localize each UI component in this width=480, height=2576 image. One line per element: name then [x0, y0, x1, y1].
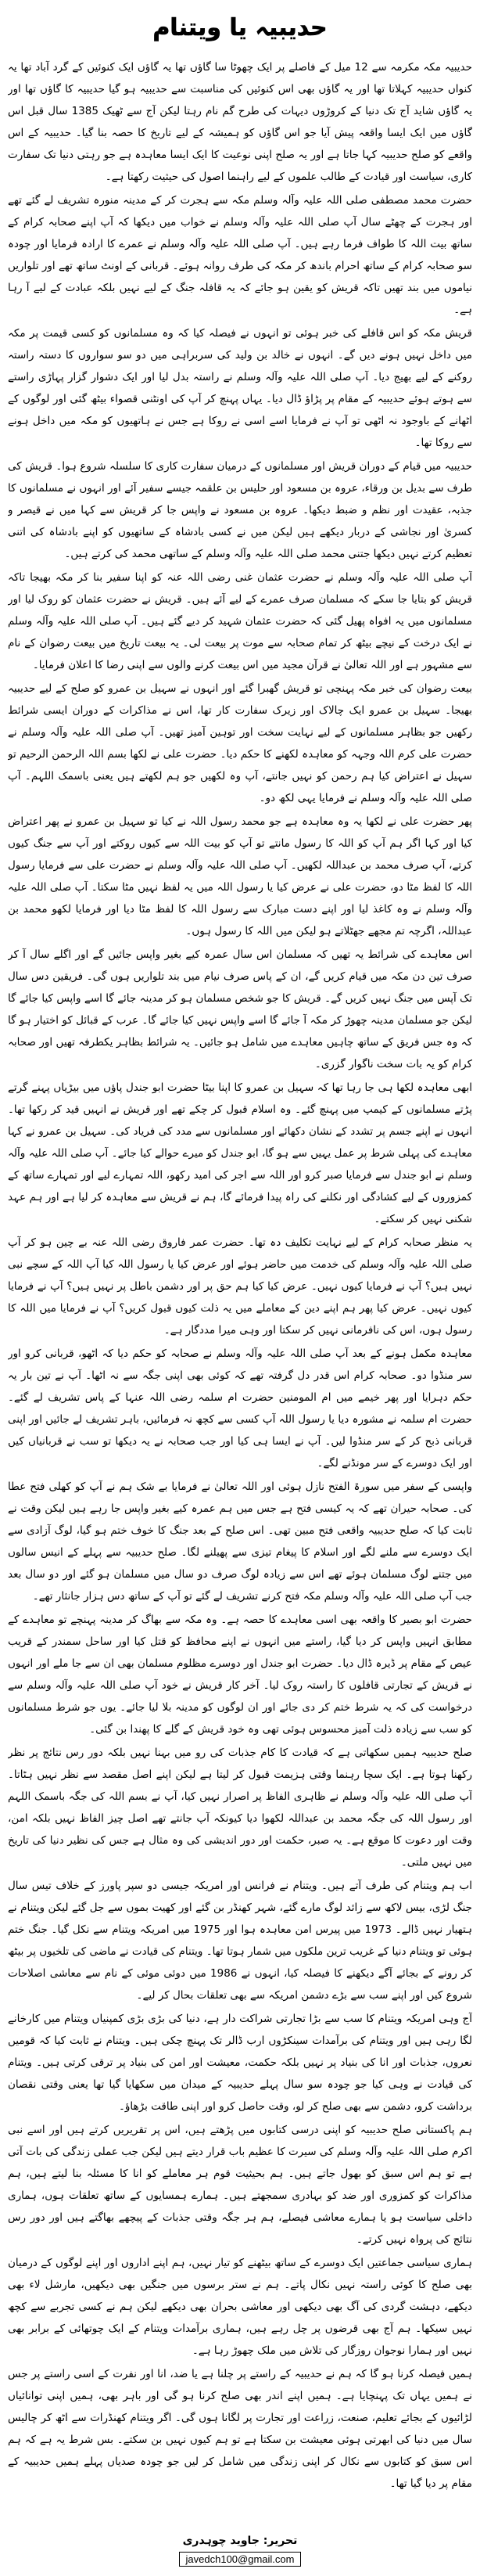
article-paragraph: حدیبیہ مکہ مکرمہ سے 12 میل کے فاصلے پر ایک چھوٹا سا گاؤں تھا یہ گاؤں ایک کنوئیں کے گرد آباد تھا یہ کنواں حدیبیہ کہلاتا تھا اور یہ گاؤں بھی اس کنوئیں کی مناسبت سے حدیبیہ ہو گیا حدیبیہ کا گاؤں تھا اور یہ گاؤں شاید آج تک دنیا کے کروڑوں دیہات کی طرح گم نام رہتا لیکن آج سے ٹھیک 1385 سال قبل اس گاؤں میں ایک ایسا واقعہ پیش آیا جو اس گاؤں کو ہمیشہ کے لیے تاریخ کا حصہ بنا گیا۔ حدیبیہ کے اس واقعے کو صلح حدیبیہ کہا جاتا ہے اور یہ صلح اپنی نوعیت کا ایک ایسا معاہدہ ہے جو رہتی دنیا تک سفارت کاری، سیاست اور قیادت کے طالب علموں کے لیے راہنما اصول کی حیثیت رکھتا ہے۔	[8, 61, 472, 183]
article-paragraph: ابھی معاہدہ لکھا ہی جا رہا تھا کہ سہیل بن عمرو کا اپنا بیٹا حضرت ابو جندل پاؤں میں بیڑیاں پہنے گرتے پڑتے مسلمانوں کے کیمپ میں پہنچ گئے۔ وہ اسلام قبول کر چکے تھے اور قریش نے انہیں قید کر رکھا تھا۔ انہوں نے اپنے جسم پر تشدد کے نشان دکھائے اور مسلمانوں سے مدد کی فریاد کی۔ سہیل بن عمرو نے کہا معاہدے کی پہلی شرط پر عمل یہیں سے ہو گا، ابو جندل کو میرے حوالے کیا جائے۔ آپ صلی اللہ علیہ وآلہ وسلم نے ابو جندل سے فرمایا صبر کرو اور اللہ سے اجر کی امید رکھو، اللہ تمہارے لیے اور تمہارے ساتھ کے کمزوروں کے لیے کشادگی اور نکلنے کی راہ پیدا فرمائے گا، ہم نے قریش سے معاہدہ کر لیا ہے اور ہم عہد شکنی نہیں کر سکتے۔	[8, 1081, 472, 1225]
article-paragraph: ہماری سیاسی جماعتیں ایک دوسرے کے ساتھ بیٹھنے کو تیار نہیں، ہم اپنے اداروں اور اپنے لوگوں کے درمیان بھی صلح کا کوئی راستہ نہیں نکال پاتے۔ ہم نے ستر برسوں میں جنگیں بھی دیکھیں، مارشل لاء بھی دیکھے، دہشت گردی کی آگ بھی دیکھی اور معاشی بحران بھی دیکھے لیکن ہم نے کسی تجربے سے کچھ نہیں سیکھا۔ ہم آج بھی قرضوں پر چل رہے ہیں، ہماری برآمدات ویتنام کے ایک چوتھائی کے برابر بھی نہیں اور ہمارا نوجوان روزگار کی تلاش میں ملک چھوڑ رہا ہے۔	[8, 2257, 472, 2357]
article-paragraph: پھر حضرت علی نے لکھا یہ وہ معاہدہ ہے جو محمد رسول اللہ نے کیا تو سہیل بن عمرو نے پھر اعتراض کیا اور کہا اگر ہم آپ کو اللہ کا رسول مانتے تو آپ کو بیت اللہ سے کیوں روکتے اور آپ سے جنگ کیوں کرتے، آپ صرف محمد بن عبداللہ لکھیں۔ آپ صلی اللہ علیہ وآلہ وسلم نے حضرت علی سے فرمایا رسول اللہ کا لفظ مٹا دو، حضرت علی نے عرض کیا یا رسول اللہ میں یہ لفظ نہیں مٹا سکتا۔ آپ صلی اللہ علیہ وآلہ وسلم نے وہ کاغذ لیا اور اپنے دست مبارک سے رسول اللہ کا لفظ مٹا دیا اور فرمایا لکھو محمد بن عبداللہ، اگرچہ تم مجھے جھٹلاتے ہو لیکن میں اللہ کا رسول ہوں۔	[8, 815, 472, 937]
article-paragraph: بیعت رضوان کی خبر مکہ پہنچی تو قریش گھبرا گئے اور انہوں نے سہیل بن عمرو کو صلح کے لیے حدیبیہ بھیجا۔ سہیل بن عمرو ایک چالاک اور زیرک سفارت کار تھا، اس نے مذاکرات کے دوران ایسی شرائط رکھیں جو بظاہر مسلمانوں کے لیے نہایت سخت اور توہین آمیز تھیں۔ آپ صلی اللہ علیہ وآلہ وسلم نے حضرت علی کرم اللہ وجہہ کو معاہدہ لکھنے کا حکم دیا۔ حضرت علی نے لکھا بسم اللہ الرحمن الرحیم تو سہیل نے اعتراض کیا ہم رحمن کو نہیں جانتے، آپ وہ لکھیں جو ہم لکھتے ہیں یعنی باسمک اللہم۔ آپ صلی اللہ علیہ وآلہ وسلم نے فرمایا یہی لکھ دو۔	[8, 682, 472, 804]
article-body	[8, 56, 472, 2527]
author-footer	[8, 2527, 472, 2567]
article-paragraph: واپسی کے سفر میں سورۃ الفتح نازل ہوئی اور اللہ تعالیٰ نے فرمایا بے شک ہم نے آپ کو کھلی فتح عطا کی۔ صحابہ حیران تھے کہ یہ کیسی فتح ہے جس میں ہم عمرہ کیے بغیر واپس جا رہے ہیں لیکن وقت نے ثابت کیا کہ صلح حدیبیہ واقعی فتح مبین تھی۔ اس صلح کے بعد جنگ کا خوف ختم ہو گیا، لوگ آزادی سے ایک دوسرے سے ملنے لگے اور اسلام کا پیغام تیزی سے پھیلنے لگا۔ صلح حدیبیہ سے پہلے کے انیس سالوں میں جتنے لوگ مسلمان ہوئے تھے اس سے زیادہ لوگ صرف دو سال میں مسلمان ہو گئے اور دو سال بعد جب آپ صلی اللہ علیہ وآلہ وسلم مکہ فتح کرنے تشریف لے گئے تو آپ کے ساتھ دس ہزار جانثار تھے۔	[8, 1480, 472, 1603]
article-paragraph: صلح حدیبیہ ہمیں سکھاتی ہے کہ قیادت کا کام جذبات کی رو میں بہنا نہیں بلکہ دور رس نتائج پر نظر رکھنا ہوتا ہے۔ ایک سچا رہنما وقتی ہزیمت قبول کر لیتا ہے لیکن اپنے اصل مقصد سے نظر نہیں ہٹاتا۔ آپ صلی اللہ علیہ وآلہ وسلم نے ظاہری الفاظ پر اصرار نہیں کیا، آپ نے بسم اللہ کی جگہ باسمک اللہم اور رسول اللہ کی جگہ محمد بن عبداللہ لکھوا دیا کیونکہ آپ جانتے تھے اصل چیز الفاظ نہیں بلکہ امن، وقت اور دعوت کا موقع ہے۔ یہ صبر، حکمت اور دور اندیشی کی وہ مثال ہے جس کی نظیر دنیا کی تاریخ میں نہیں ملتی۔	[8, 1747, 472, 1869]
headline: حدیبیہ یا ویتنام	[152, 14, 328, 41]
article-paragraph: اس معاہدے کی شرائط یہ تھیں کہ مسلمان اس سال عمرہ کیے بغیر واپس جائیں گے اور اگلے سال آ کر صرف تین دن مکہ میں قیام کریں گے، ان کے پاس صرف نیام میں بند تلواریں ہوں گی۔ فریقین دس سال تک آپس میں جنگ نہیں کریں گے۔ قریش کا جو شخص مسلمان ہو کر مدینہ جائے گا اسے واپس کیا جائے گا لیکن جو مسلمان مدینہ چھوڑ کر مکہ آ جائے گا اسے واپس نہیں کیا جائے گا۔ عرب کے قبائل کو اختیار ہو گا کہ وہ جس فریق کے ساتھ چاہیں معاہدے میں شامل ہو جائیں۔ یہ شرائط بظاہر یکطرفہ تھیں اور صحابہ کرام کو یہ بات سخت ناگوار گزری۔	[8, 948, 472, 1070]
article-paragraph: اب ہم ویتنام کی طرف آتے ہیں۔ ویتنام نے فرانس اور امریکہ جیسی دو سپر پاورز کے خلاف تیس سال جنگ لڑی، بیس لاکھ سے زائد لوگ مارے گئے، شہر کھنڈر بن گئے اور کھیت بموں سے جل گئے لیکن ویتنام نے ہتھیار نہیں ڈالے۔ 1973 میں پیرس امن معاہدہ ہوا اور 1975 میں امریکہ ویتنام سے نکل گیا۔ جنگ ختم ہوئی تو ویتنام دنیا کے غریب ترین ملکوں میں شمار ہوتا تھا۔ ویتنام کی قیادت نے ماضی کی تلخیوں پر بیٹھ کر رونے کے بجائے آگے دیکھنے کا فیصلہ کیا، انہوں نے 1986 میں دوئی موئی کے نام سے معاشی اصلاحات شروع کیں اور اپنے سب سے بڑے دشمن امریکہ سے بھی تعلقات بحال کر لیے۔	[8, 1880, 472, 2002]
article-paragraph: قریش مکہ کو اس قافلے کی خبر ہوئی تو انہوں نے فیصلہ کیا کہ وہ مسلمانوں کو کسی قیمت پر مکہ میں داخل نہیں ہونے دیں گے۔ انہوں نے خالد بن ولید کی سربراہی میں دو سو سواروں کا دستہ راستہ روکنے کے لیے بھیج دیا۔ آپ صلی اللہ علیہ وآلہ وسلم نے راستہ بدل لیا اور ایک دشوار گزار پہاڑی راستے سے ہوتے ہوئے حدیبیہ کے مقام پر پڑاؤ ڈال دیا۔ یہاں پہنچ کر آپ کی اونٹنی قصواء بیٹھ گئی اور لوگوں کے اٹھانے کے باوجود نہ اٹھی تو آپ نے فرمایا اسے اسی نے روکا ہے جس نے ہاتھیوں کو مکہ میں داخل ہونے سے روکا تھا۔	[8, 327, 472, 449]
article-paragraph: ہم پاکستانی صلح حدیبیہ کو اپنی درسی کتابوں میں پڑھتے ہیں، اس پر تقریریں کرتے ہیں اور اسے نبی اکرم صلی اللہ علیہ وآلہ وسلم کی سیرت کا عظیم باب قرار دیتے ہیں لیکن جب عملی زندگی کی بات آتی ہے تو ہم اس سبق کو بھول جاتے ہیں۔ ہم بحیثیت قوم ہر معاملے کو انا کا مسئلہ بنا لیتے ہیں، ہم مذاکرات کو کمزوری اور ضد کو بہادری سمجھتے ہیں۔ ہمارے ہمسایوں کے ساتھ تعلقات ہوں، ہماری داخلی سیاست ہو یا ہمارے معاشی فیصلے، ہم ہر جگہ وقتی جذبات کے پیچھے بھاگتے ہیں اور دور رس نتائج کی پرواہ نہیں کرتے۔	[8, 2124, 472, 2246]
article-paragraph: معاہدہ مکمل ہونے کے بعد آپ صلی اللہ علیہ وآلہ وسلم نے صحابہ کو حکم دیا کہ اٹھو، قربانی کرو اور سر منڈوا دو۔ صحابہ کرام اس قدر دل گرفتہ تھے کہ کوئی بھی اپنی جگہ سے نہ اٹھا۔ آپ نے تین بار یہ حکم دہرایا اور پھر خیمے میں ام المومنین حضرت ام سلمہ رضی اللہ عنہا کے پاس تشریف لے گئے۔ حضرت ام سلمہ نے مشورہ دیا یا رسول اللہ آپ کسی سے کچھ نہ فرمائیں، باہر تشریف لے جائیں اور اپنی قربانی ذبح کر کے سر منڈوا لیں۔ آپ نے ایسا ہی کیا اور جب صحابہ نے یہ دیکھا تو سب نے قربانیاں کیں اور ایک دوسرے کے سر مونڈنے لگے۔	[8, 1347, 472, 1470]
byline: تحریر: جاوید چوہدری	[182, 2535, 298, 2547]
article-paragraph: حضرت ابو بصیر کا واقعہ بھی اسی معاہدے کا حصہ ہے۔ وہ مکہ سے بھاگ کر مدینہ پہنچے تو معاہدے کے مطابق انہیں واپس کر دیا گیا، راستے میں انہوں نے اپنے محافظ کو قتل کیا اور ساحل سمندر کے قریب عیص کے مقام پر ڈیرہ ڈال دیا۔ حضرت ابو جندل اور دوسرے مظلوم مسلمان بھی ان سے جا ملے اور انہوں نے قریش کے تجارتی قافلوں کا راستہ روک لیا۔ آخر کار قریش نے خود آپ صلی اللہ علیہ وآلہ وسلم سے درخواست کی کہ یہ شرط ختم کر دی جائے اور ان لوگوں کو مدینہ بلا لیا جائے۔ یوں جو شرط مسلمانوں کو سب سے زیادہ ذلت آمیز محسوس ہوئی تھی وہ خود قریش کے گلے کا پھندا بن گئی۔	[8, 1614, 472, 1736]
article-paragraph: ہمیں فیصلہ کرنا ہو گا کہ ہم نے حدیبیہ کے راستے پر چلنا ہے یا ضد، انا اور نفرت کے اسی راستے پر جس نے ہمیں یہاں تک پہنچایا ہے۔ ہمیں اپنے اندر بھی صلح کرنا ہو گی اور باہر بھی، ہمیں اپنی توانائیاں لڑائیوں کے بجائے تعلیم، صنعت، زراعت اور تجارت پر لگانا ہوں گی۔ اگر ویتنام کھنڈرات سے اٹھ کر چالیس سال میں دنیا کی ابھرتی ہوئی معیشت بن سکتا ہے تو ہم کیوں نہیں بن سکتے۔ بس شرط یہ ہے کہ ہم اس سبق کو کتابوں سے نکال کر اپنی زندگی میں شامل کر لیں جو چودہ صدیاں پہلے ہمیں حدیبیہ کے مقام پر دیا گیا تھا۔	[8, 2368, 472, 2490]
article-paragraph: یہ منظر صحابہ کرام کے لیے نہایت تکلیف دہ تھا۔ حضرت عمر فاروق رضی اللہ عنہ بے چین ہو کر آپ صلی اللہ علیہ وآلہ وسلم کی خدمت میں حاضر ہوئے اور عرض کیا یا رسول اللہ کیا آپ اللہ کے سچے نبی نہیں ہیں؟ آپ نے فرمایا کیوں نہیں۔ عرض کیا کیا ہم حق پر اور دشمن باطل پر نہیں ہیں؟ آپ نے فرمایا کیوں نہیں۔ عرض کیا پھر ہم اپنے دین کے معاملے میں یہ ذلت کیوں قبول کریں؟ آپ نے فرمایا میں اللہ کا رسول ہوں، اس کی نافرمانی نہیں کر سکتا اور وہی میرا مددگار ہے۔	[8, 1236, 472, 1337]
article-paragraph: حدیبیہ میں قیام کے دوران قریش اور مسلمانوں کے درمیان سفارت کاری کا سلسلہ شروع ہوا۔ قریش کی طرف سے بدیل بن ورقاء، عروہ بن مسعود اور حلیس بن علقمہ جیسے سفیر آئے اور انہوں نے مسلمانوں کا جذبہ، عقیدت اور نظم و ضبط دیکھا۔ عروہ بن مسعود نے واپس جا کر قریش سے کہا میں نے قیصر و کسریٰ اور نجاشی کے دربار دیکھے ہیں لیکن میں نے کسی بادشاہ کے ساتھیوں کو اپنے بادشاہ کی اتنی تعظیم کرتے نہیں دیکھا جتنی محمد صلی اللہ علیہ وآلہ وسلم کے ساتھی محمد کی کرتے ہیں۔	[8, 460, 472, 560]
article-paragraph: آپ صلی اللہ علیہ وآلہ وسلم نے حضرت عثمان غنی رضی اللہ عنہ کو اپنا سفیر بنا کر مکہ بھیجا تاکہ قریش کو بتایا جا سکے کہ مسلمان صرف عمرے کے لیے آئے ہیں۔ قریش نے حضرت عثمان کو روک لیا اور مسلمانوں میں یہ افواہ پھیل گئی کہ حضرت عثمان شہید کر دیے گئے ہیں۔ آپ صلی اللہ علیہ وآلہ وسلم نے ایک درخت کے نیچے بیٹھ کر تمام صحابہ سے موت پر بیعت لی۔ یہ بیعت تاریخ میں بیعت رضوان کے نام سے مشہور ہے اور اللہ تعالیٰ نے قرآن مجید میں اس بیعت کرنے والوں سے اپنی رضا کا اعلان فرمایا۔	[8, 571, 472, 671]
article-paragraph: حضرت محمد مصطفی صلی اللہ علیہ وآلہ وسلم مکہ سے ہجرت کر کے مدینہ منورہ تشریف لے گئے تھے اور ہجرت کے چھٹے سال آپ صلی اللہ علیہ وآلہ وسلم نے خواب میں دیکھا کہ آپ اپنے صحابہ کرام کے ساتھ بیت اللہ کا طواف فرما رہے ہیں۔ آپ صلی اللہ علیہ وآلہ وسلم نے عمرے کا ارادہ فرمایا اور چودہ سو صحابہ کرام کے ساتھ احرام باندھ کر مکہ کی طرف روانہ ہوئے۔ قربانی کے اونٹ ساتھ تھے اور تلواریں نیاموں میں بند تھیں تاکہ قریش کو یقین ہو جائے کہ یہ قافلہ جنگ کے لیے نہیں بلکہ عبادت کے لیے آ رہا ہے۔	[8, 194, 472, 316]
author-email[interactable]: javedch100@gmail.com	[179, 2552, 302, 2567]
article-paragraph: آج وہی امریکہ ویتنام کا سب سے بڑا تجارتی شراکت دار ہے، دنیا کی بڑی بڑی کمپنیاں ویتنام میں کارخانے لگا رہی ہیں اور ویتنام کی برآمدات سینکڑوں ارب ڈالر تک پہنچ چکی ہیں۔ ویتنام نے ثابت کیا کہ قومیں نعروں، جذبات اور انا کی بنیاد پر نہیں بلکہ حکمت، معیشت اور امن کی بنیاد پر ترقی کرتی ہیں۔ ویتنام کی قیادت نے وہی کیا جو چودہ سو سال پہلے حدیبیہ کے میدان میں سکھایا گیا تھا یعنی وقتی نقصان برداشت کرو، دشمن سے بھی صلح کر لو، وقت حاصل کرو اور اپنی طاقت بڑھاؤ۔	[8, 2013, 472, 2113]
